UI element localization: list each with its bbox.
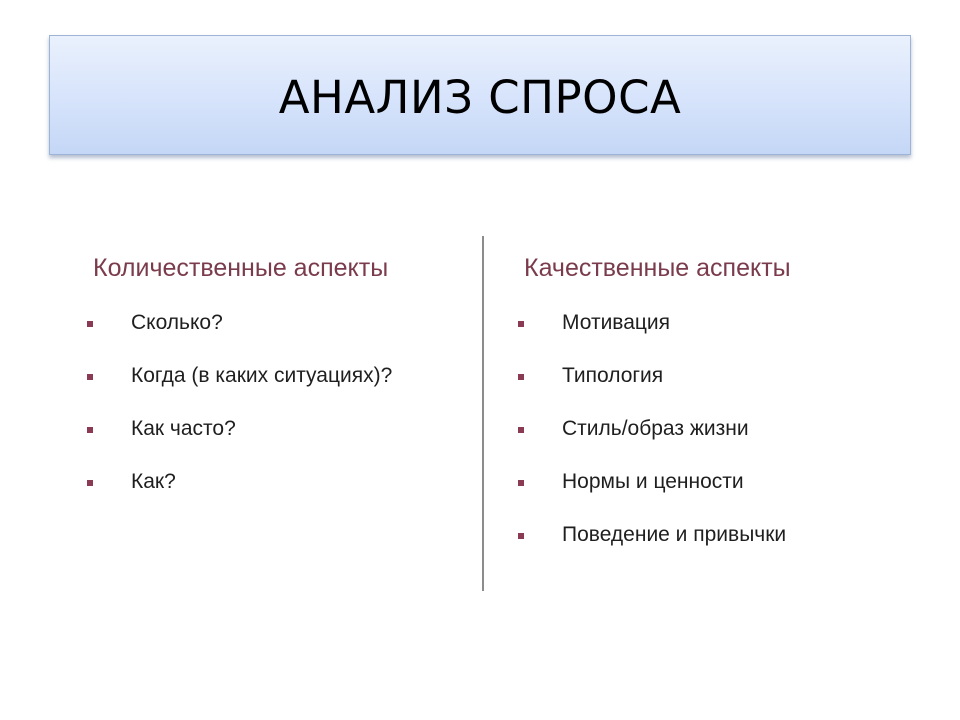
title-banner [49, 35, 911, 155]
list-item [524, 361, 791, 414]
list-item [524, 467, 791, 520]
list-item-text: Как? [131, 470, 176, 493]
list-item [524, 414, 791, 467]
list-item-text: Как часто? [131, 417, 236, 440]
column-divider [482, 236, 484, 591]
list-item-text: Когда (в каких ситуациях)? [131, 364, 393, 387]
qualitative-column [524, 252, 791, 573]
square-bullet-icon [518, 480, 524, 486]
quantitative-list [93, 308, 392, 520]
list-item [93, 467, 392, 520]
slide-title: АНАЛИЗ СПРОСА [278, 70, 682, 124]
square-bullet-icon [518, 321, 524, 327]
square-bullet-icon [87, 427, 93, 433]
list-item [93, 361, 392, 414]
square-bullet-icon [518, 533, 524, 539]
square-bullet-icon [87, 321, 93, 327]
quantitative-heading: Количественные аспекты [93, 254, 389, 282]
list-item-text: Типология [562, 364, 664, 387]
list-item-text: Нормы и ценности [562, 470, 744, 493]
list-item [93, 414, 392, 467]
quantitative-column [93, 252, 392, 520]
square-bullet-icon [87, 480, 93, 486]
qualitative-heading: Качественные аспекты [524, 254, 791, 282]
list-item [524, 520, 791, 573]
list-item-text: Поведение и привычки [562, 523, 787, 546]
square-bullet-icon [518, 374, 524, 380]
square-bullet-icon [518, 427, 524, 433]
list-item [524, 308, 791, 361]
qualitative-list [524, 308, 791, 573]
list-item [93, 308, 392, 361]
list-item-text: Сколько? [131, 311, 223, 334]
square-bullet-icon [87, 374, 93, 380]
list-item-text: Мотивация [562, 311, 671, 334]
list-item-text: Стиль/образ жизни [562, 417, 749, 440]
